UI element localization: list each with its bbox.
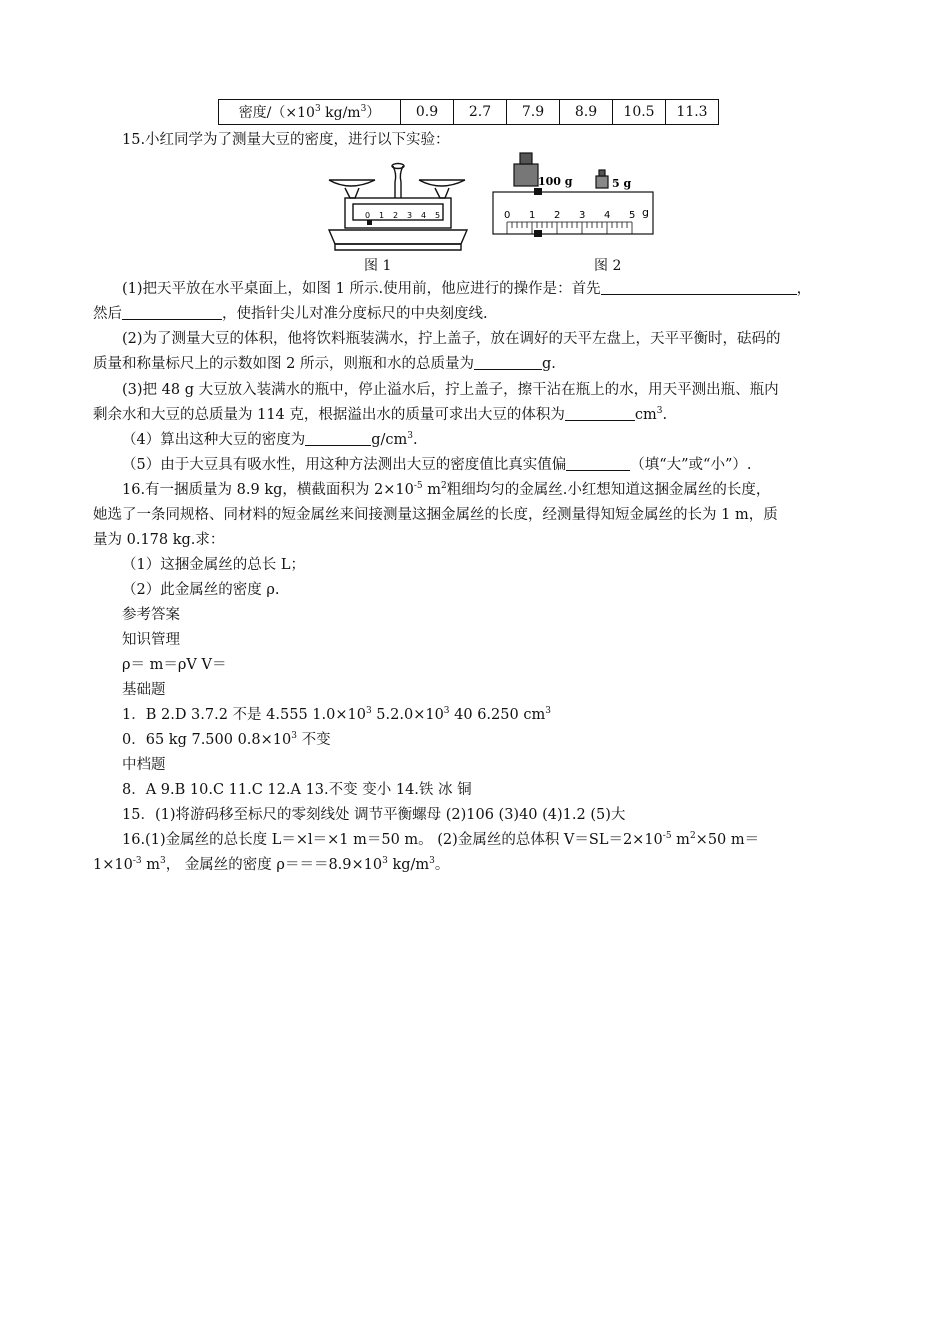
table-cell: 7.9 [507, 100, 560, 125]
density-table [218, 99, 719, 125]
q16-line3: 量为 0.178 kg.求： [93, 532, 225, 548]
balance-tick-1: 1 [379, 211, 385, 220]
answers-mid-line1: 8．A 9.B 10.C 11.C 12.A 13.不变 变小 14.铁 冰 铜 [122, 782, 472, 798]
scale-tick-0: 0 [504, 210, 511, 221]
figure-1-caption: 图 1 [364, 258, 392, 274]
answers-q16-line1: 16.(1)金属丝的总长度 L＝×l＝×1 m＝50 m。 (2)金属丝的总体积 $V=SL=2\times 10^{-5}$ $m^2\times 50$ m＝ [122, 831, 760, 848]
balance-tick-3: 3 [407, 211, 413, 220]
q15-part4: （4）算出这种大豆的密度为 $g/cm^3$. [122, 431, 418, 448]
scale-tick-4: 4 [604, 210, 611, 221]
answers-basic-line1: 1．B 2.D 3.7.2 不是 4.555 $1.0\times 10^3$ $5.2.0\times 10^3$ 40 6.250 $cm^3$ [122, 706, 551, 723]
balance-tick-2: 2 [393, 211, 399, 220]
weight-5g-label: 5 g [612, 177, 632, 190]
answer-blank[interactable] [566, 456, 630, 471]
answer-blank[interactable] [565, 406, 635, 421]
answers-formula: ρ＝ m＝ρV V＝ [122, 657, 227, 673]
balance-tick-5: 5 [435, 211, 441, 220]
q15-part1-cont: 然后 ，使指针尖儿对准分度标尺的中央刻度线. [93, 306, 488, 322]
q15-stem: 15.小红同学为了测量大豆的密度，进行以下实验： [122, 132, 450, 148]
q16-line1: 16.有一捆质量为 8.9 kg，横截面积为 $2\times 10^{-5}$ $m^2$粗细均匀的金属丝.小红想知道这捆金属丝的长度， [122, 481, 771, 498]
table-header-cell: 密度$/(\times 10^3$ $kg/m^3$） [219, 100, 401, 125]
answer-blank[interactable] [474, 355, 542, 370]
scale-tick-1: 1 [529, 210, 536, 221]
q15-part3: (3)把 48 g 大豆放入装满水的瓶中，停止溢水后，拧上盖子，擦干沾在瓶上的水，用天平测出瓶、瓶内 [122, 382, 779, 398]
q15-part2-cont: 质量和称量标尺上的示数如图 2 所示，则瓶和水的总质量为 g. [93, 356, 556, 372]
answers-q16-line2: $1\times 10^{-3}$ $m^3$， 金属丝的密度 $\rho===8.9\times 10^3$ $kg/m^3$。 [93, 856, 450, 873]
answers-knowledge: 知识管理 [122, 632, 180, 648]
table-cell: 10.5 [613, 100, 666, 125]
q15-part2: (2)为了测量大豆的体积，他将饮料瓶装满水，拧上盖子，放在调好的天平左盘上，天平平衡时，砝码的 [122, 331, 781, 347]
q16-line2: 她选了一条同规格、同材料的短金属丝来间接测量这捆金属丝的长度，经测量得知短金属丝的长为 1 m，质 [93, 507, 778, 523]
weight-100g-label: 100 g [538, 175, 573, 188]
answers-q15: 15．(1)将游码移至标尺的零刻线处 调节平衡螺母 (2)106 (3)40 (4)1.2 (5)大 [122, 807, 626, 823]
answers-basic-line2: 0．65 kg 7.500 $0.8\times 10^3$ 不变 [122, 731, 331, 748]
answer-blank[interactable] [601, 280, 797, 295]
balance-tick-0: 0 [365, 211, 371, 220]
answer-blank[interactable] [122, 305, 222, 320]
answers-mid-heading: 中档题 [122, 757, 166, 773]
scale-unit: g [642, 206, 649, 219]
scale-tick-3: 3 [579, 210, 586, 221]
table-cell: 8.9 [560, 100, 613, 125]
scale-tick-2: 2 [554, 210, 561, 221]
q15-part1: (1)把天平放在水平桌面上，如图 1 所示.使用前，他应进行的操作是：首先 ， [122, 281, 812, 297]
answers-basic-heading: 基础题 [122, 682, 166, 698]
table-cell: 2.7 [454, 100, 507, 125]
table-cell: 11.3 [666, 100, 719, 125]
answer-blank[interactable] [305, 431, 371, 446]
answers-title: 参考答案 [122, 607, 180, 623]
table-cell: 0.9 [401, 100, 454, 125]
rider-scale-figure [492, 148, 656, 240]
q16-sub1: （1）这捆金属丝的总长 L； [122, 557, 305, 573]
scale-tick-5: 5 [629, 210, 636, 221]
balance-figure [325, 160, 471, 254]
q15-part5: （5）由于大豆具有吸水性，用这种方法测出大豆的密度值比真实值偏 （填“大”或“小”）. [122, 457, 752, 473]
q15-part3-cont: 剩余水和大豆的总质量为 114 克，根据溢出水的质量可求出大豆的体积为 $cm^3$. [93, 406, 668, 423]
q16-sub2: （2）此金属丝的密度 ρ. [122, 582, 280, 598]
balance-tick-4: 4 [421, 211, 427, 220]
table-row [219, 100, 719, 125]
figure-2-caption: 图 2 [594, 258, 622, 274]
